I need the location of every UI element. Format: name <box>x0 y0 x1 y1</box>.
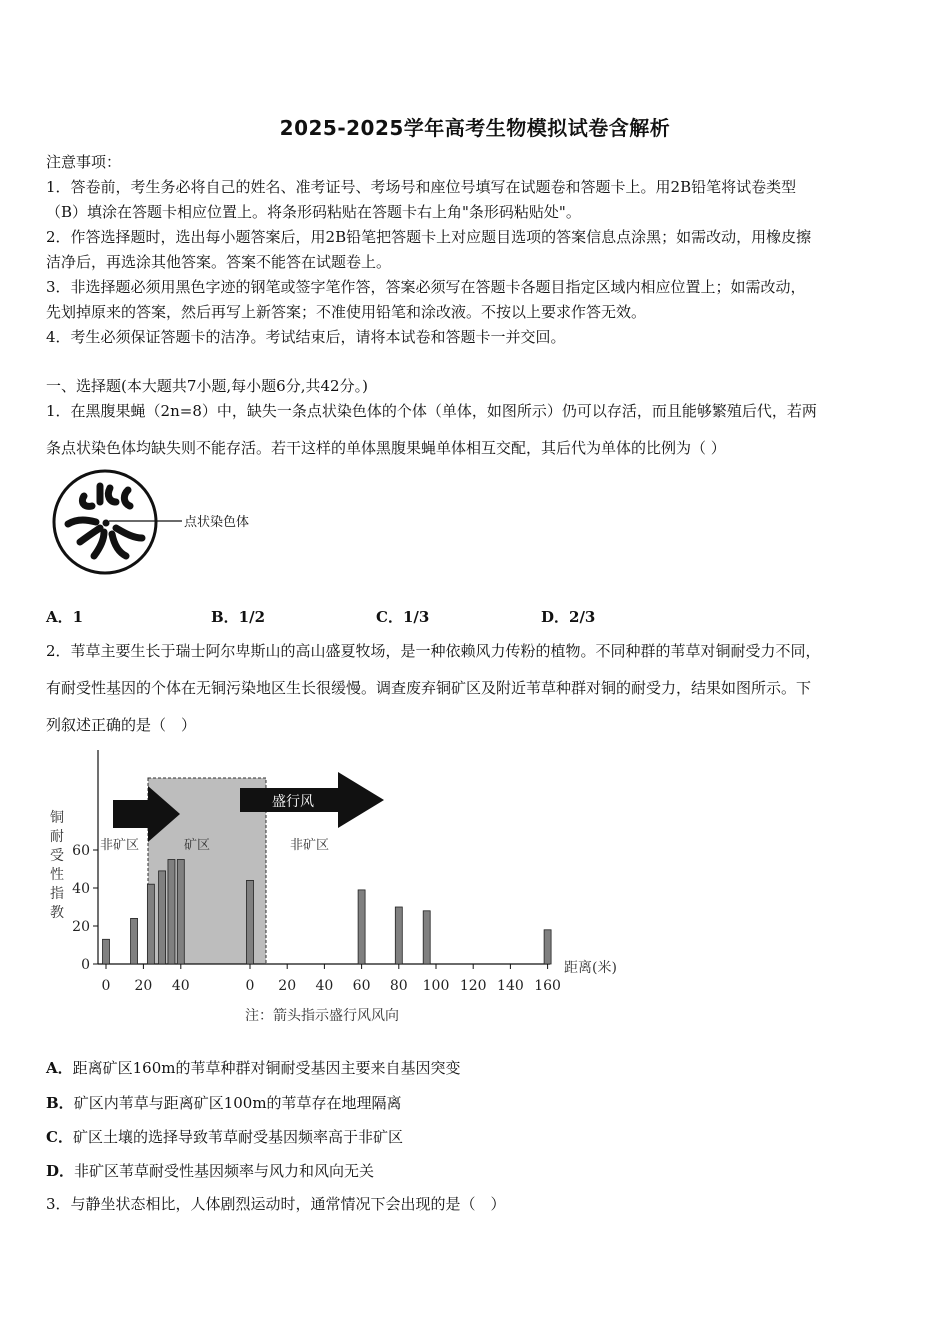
bar <box>177 860 184 965</box>
option-d[interactable]: D．2/3 <box>541 608 596 626</box>
chart-svg <box>40 742 640 1032</box>
x-tick-label: 0 <box>245 978 255 994</box>
bar <box>423 911 430 964</box>
y-tick-label: 60 <box>72 843 90 859</box>
bar <box>159 871 166 964</box>
option-a[interactable]: A．1 <box>46 608 84 626</box>
y-label-char: 性 <box>50 867 64 883</box>
y-label-char: 教 <box>50 905 64 921</box>
notice-line: 2．作答选择题时，选出每小题答案后，用2B铅笔把答题卡上对应题目选项的答案信息点涂黑；如需改动，用橡皮擦 <box>46 228 812 246</box>
page-title: 2025-2025学年高考生物模拟试卷含解析 <box>279 116 671 140</box>
bar <box>544 930 551 964</box>
dot-chromosome-label: 点状染色体 <box>184 515 250 530</box>
q2-option-a[interactable] <box>46 1057 461 1078</box>
x-tick-label: 80 <box>389 978 408 994</box>
y-label-char: 受 <box>50 848 64 864</box>
wind-label: 盛行风 <box>272 794 314 810</box>
x-tick-label: 40 <box>315 978 334 994</box>
question-2-text: 列叙述正确的是（ ） <box>46 716 197 734</box>
option-b[interactable]: B．1/2 <box>211 608 266 626</box>
y-label-char: 铜 <box>50 810 64 826</box>
option-letter: D． <box>46 1162 75 1180</box>
section-header: 一、选择题(本大题共7小题,每小题6分,共42分。) <box>46 377 368 395</box>
x-tick-label: 20 <box>278 978 297 994</box>
region-label-right: 非矿区 <box>290 838 330 853</box>
option-letter: C． <box>46 1128 73 1146</box>
x-tick-label: 160 <box>534 978 561 994</box>
x-tick-label: 20 <box>134 978 153 994</box>
notice-heading: 注意事项： <box>46 153 122 171</box>
option-letter: B． <box>46 1094 74 1112</box>
bar <box>247 880 254 964</box>
question-1-text: 条点状染色体均缺失则不能存活。若干这样的单体黑腹果蝇单体相互交配，其后代为单体的比例为（ ） <box>46 439 726 457</box>
bar <box>395 907 402 964</box>
question-2-text: 2．苇草主要生长于瑞士阿尔卑斯山的高山盛夏牧场，是一种依赖风力传粉的植物。不同种群的苇草对铜耐受力不同， <box>46 642 821 660</box>
y-tick-label: 0 <box>81 957 90 973</box>
question-1-text: 1．在黑腹果蝇（2n=8）中，缺失一条点状染色体的个体（单体，如图所示）仍可以存活，而且能够繁殖后代，若两 <box>46 402 817 420</box>
bar <box>103 939 110 964</box>
option-letter: A． <box>46 1059 73 1077</box>
y-label-char: 指 <box>50 886 64 902</box>
x-tick-label: 40 <box>171 978 190 994</box>
question-2-text: 有耐受性基因的个体在无铜污染地区生长很缓慢。调查废弃铜矿区及附近苇草种群对铜的耐受力，结果如图所示。下 <box>46 679 812 697</box>
option-text: 非矿区苇草耐受性基因频率与风力和风向无关 <box>74 1162 375 1180</box>
bar <box>358 890 365 964</box>
y-label-char: 耐 <box>50 829 64 845</box>
bar <box>168 860 175 965</box>
bar <box>131 918 138 964</box>
x-axis-label: 距离(米) <box>564 960 617 976</box>
region-label-mine: 矿区 <box>184 838 211 853</box>
copper-tolerance-chart <box>40 742 640 1036</box>
option-text: 距离矿区160m的苇草种群对铜耐受基因主要来自基因突变 <box>72 1059 461 1077</box>
notice-line: 先划掉原来的答案，然后再写上新答案；不准使用铅笔和涂改液。不按以上要求作答无效。 <box>46 303 647 321</box>
notice-line: 洁净后，再选涂其他答案。答案不能答在试题卷上。 <box>46 253 392 271</box>
x-tick-label: 140 <box>497 978 524 994</box>
notice-line: 4．考生必须保证答题卡的洁净。考试结束后，请将本试卷和答题卡一并交回。 <box>46 328 566 346</box>
y-axis-label <box>50 809 64 921</box>
notice-line: 3．非选择题必须用黑色字迹的钢笔或签字笔作答，答案必须写在答题卡各题目指定区域内相应位置上；如需改动， <box>46 278 806 296</box>
q2-option-d[interactable] <box>46 1160 374 1181</box>
x-tick-label: 60 <box>352 978 371 994</box>
chromosome-diagram <box>50 468 280 580</box>
x-ticks <box>102 964 561 994</box>
bar <box>147 884 154 964</box>
notice-line: （B）填涂在答题卡相应位置上。将条形码粘贴在答题卡右上角"条形码粘贴处"。 <box>46 203 581 221</box>
option-text: 矿区土壤的选择导致苇草耐受基因频率高于非矿区 <box>72 1128 403 1146</box>
q2-option-c[interactable] <box>46 1126 403 1147</box>
region-label-left: 非矿区 <box>100 838 140 853</box>
question-3-text: 3．与静坐状态相比，人体剧烈运动时，通常情况下会出现的是（ ） <box>46 1195 506 1213</box>
chart-note: 注：箭头指示盛行风风向 <box>245 1008 399 1024</box>
y-tick-label: 20 <box>72 919 90 935</box>
y-tick-label: 40 <box>72 881 90 897</box>
option-c[interactable]: C．1/3 <box>376 608 430 626</box>
notice-line: 1．答卷前，考生务必将自己的姓名、准考证号、考场号和座位号填写在试题卷和答题卡上。用2B铅笔将试卷类型 <box>46 178 797 196</box>
y-ticks <box>72 843 98 973</box>
q2-option-b[interactable] <box>46 1092 402 1113</box>
x-tick-label: 100 <box>422 978 450 994</box>
x-tick-label: 0 <box>101 978 111 994</box>
x-tick-label: 120 <box>459 978 487 994</box>
option-text: 矿区内苇草与距离矿区100m的苇草存在地理隔离 <box>73 1094 402 1112</box>
bars <box>103 860 552 965</box>
chromosome-figure <box>50 468 280 584</box>
